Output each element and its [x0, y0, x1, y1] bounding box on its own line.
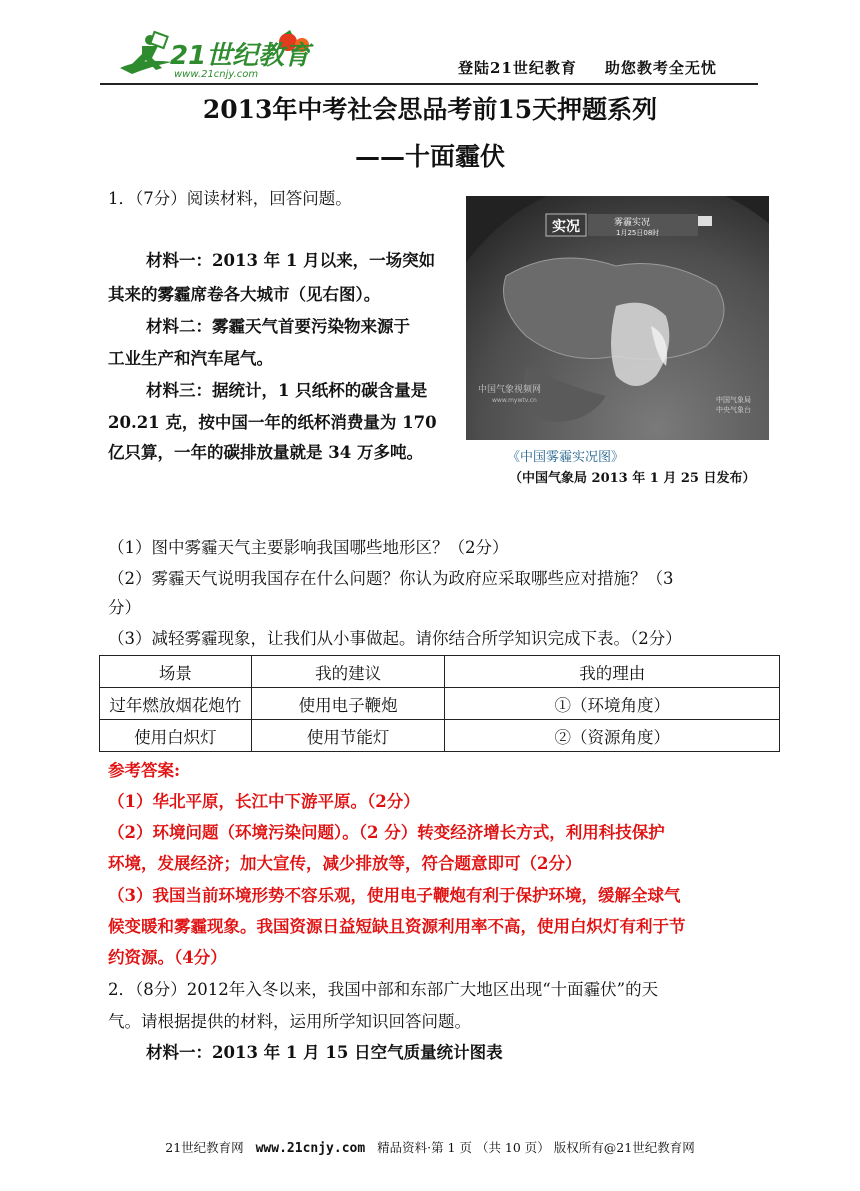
header-slogan [458, 57, 717, 78]
map-watermark-url: www.mywtv.cn [492, 397, 537, 404]
map-agency-1: 中国气象局 [716, 396, 751, 404]
table-header-cell: 我的建议 [251, 656, 445, 688]
table-cell: ①（环境角度） [445, 688, 780, 720]
q1-stem: 1．（7分）阅读材料，回答问题。 [108, 189, 352, 208]
map-banner-title: 雾霾实况 [614, 218, 651, 228]
q1-material-2b: 工业生产和汽车尾气。 [108, 349, 273, 368]
answer-label: 参考答案: [108, 761, 181, 780]
table-cell: 使用白炽灯 [100, 720, 252, 752]
slogan-right: 助您教考全无忧 [604, 59, 717, 77]
q1-material-3c: 亿只算，一年的碳排放量就是 34 万多吨。 [108, 443, 423, 462]
page-title: 2013年中考社会思品考前15天押题系列 [202, 95, 658, 124]
smog-map-image [466, 196, 769, 440]
answer-line: 环境，发展经济；加大宣传，减少排放等，符合题意即可（2分） [108, 854, 582, 873]
logo-text: 21世纪教育 [170, 41, 311, 71]
table-cell: ②（资源角度） [445, 720, 780, 752]
table-header-row [100, 656, 780, 688]
map-tag: 实况 [552, 219, 580, 235]
footer-url[interactable]: www.21cnjy.com [255, 1141, 366, 1156]
answer-line: 约资源。（4分） [108, 948, 227, 967]
answer-line: （1）华北平原，长江中下游平原。（2分） [108, 792, 420, 811]
q1-sub2a: （2）雾霾天气说明我国存在什么问题？你认为政府应采取哪些应对措施？（3 [108, 569, 674, 588]
answer-line: （2）环境问题（环境污染问题）。（2 分）转变经济增长方式，利用科技保护 [108, 823, 665, 842]
table-cell: 使用节能灯 [251, 720, 445, 752]
logo-url: www.21cnjy.com [174, 69, 259, 80]
page-footer [0, 1138, 860, 1156]
q2-stem-a: 2．（8分）2012年入冬以来，我国中部和东部广大地区出现“十面霾伏”的天 [108, 980, 659, 999]
table-header-cell: 我的理由 [445, 656, 780, 688]
answer-line: 候变暖和雾霾现象。我国资源日益短缺且资源利用率不高，使用白炽灯有利于节 [108, 917, 686, 936]
table-cell: 使用电子鞭炮 [251, 688, 445, 720]
slogan-left: 登陆21世纪教育 [458, 59, 577, 77]
q1-material-1a: 材料一：2013 年 1 月以来，一场突如 [146, 251, 436, 270]
page-subtitle: ——十面霾伏 [354, 142, 505, 171]
table-cell: 过年燃放烟花炮竹 [100, 688, 252, 720]
q1-sub1: （1）图中雾霾天气主要影响我国哪些地形区？（2分） [108, 538, 509, 557]
footer-info: 精品资料·第 1 页 （共 10 页） 版权所有@21世纪教育网 [377, 1140, 695, 1155]
map-caption: 《中国雾霾实况图》 [507, 450, 625, 465]
q2-material-1: 材料一：2013 年 1 月 15 日空气质量统计图表 [146, 1043, 503, 1062]
map-agency-2: 中央气象台 [716, 406, 751, 414]
q2-stem-b: 气。请根据提供的材料，运用所学知识回答问题。 [108, 1012, 471, 1031]
q1-material-1b: 其来的雾霾席卷各大城市（见右图）。 [108, 285, 381, 304]
answer-table [99, 655, 780, 752]
q1-material-3a: 材料三：据统计，1 只纸杯的碳含量是 [146, 381, 428, 400]
map-caption-source: （中国气象局 2013 年 1 月 25 日发布） [509, 471, 756, 486]
q1-sub3: （3）减轻雾霾现象，让我们从小事做起。请你结合所学知识完成下表。（2分） [108, 629, 682, 648]
answer-line: （3）我国当前环境形势不容乐观，使用电子鞭炮有利于保护环境，缓解全球气 [108, 886, 681, 905]
q1-material-3b: 20.21 克，按中国一年的纸杯消费量为 170 [108, 413, 437, 432]
table-row [100, 720, 780, 752]
site-logo [112, 28, 322, 80]
map-watermark: 中国气象视频网 [478, 385, 542, 395]
table-header-cell: 场景 [100, 656, 252, 688]
header-divider [100, 83, 758, 85]
q1-material-2a: 材料二：雾霾天气首要污染物来源于 [146, 317, 410, 336]
footer-site: 21世纪教育网 [165, 1140, 244, 1155]
table-row [100, 688, 780, 720]
map-banner-date: 1月25日08时 [616, 229, 660, 237]
q1-sub2b: 分） [108, 598, 141, 617]
